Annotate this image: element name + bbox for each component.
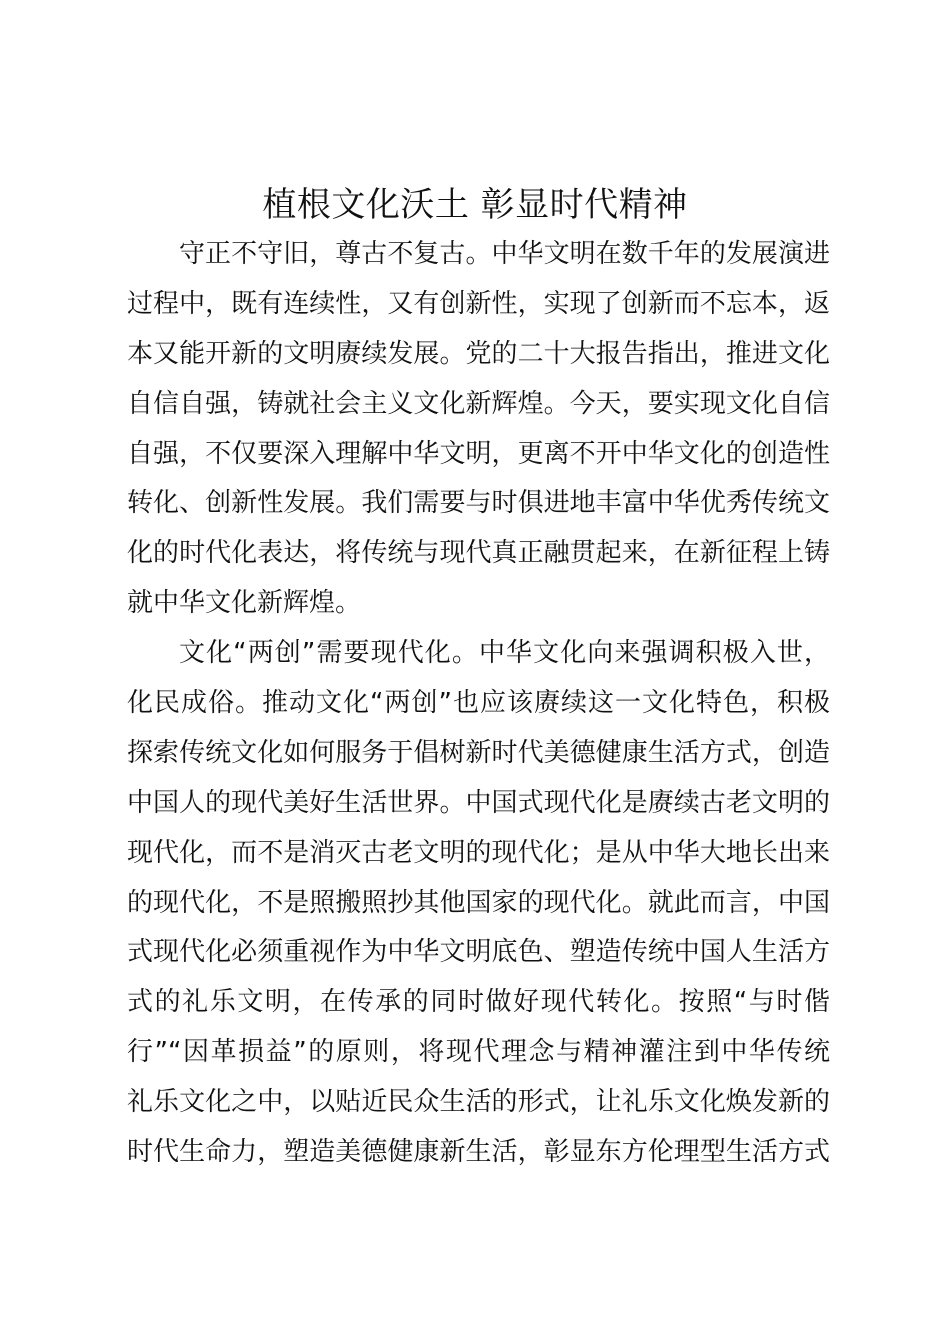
text-line: 化的时代化表达，将传统与现代真正融贯起来，在新征程上铸 <box>127 538 830 569</box>
text-line: 的现代化，不是照搬照抄其他国家的现代化。就此而言，中国 <box>127 887 830 918</box>
text-line: 式的礼乐文明，在传承的同时做好现代转化。按照“与时偕 <box>127 987 830 1018</box>
text-line: 探索传统文化如何服务于倡树新时代美德健康生活方式，创造 <box>127 737 830 768</box>
text-line: 文化“两创”需要现代化。中华文化向来强调积极入世， <box>179 638 830 669</box>
document-body <box>127 230 830 1178</box>
document-title: 植根文化沃土 彰显时代精神 <box>262 185 688 225</box>
text-line: 过程中，既有连续性，又有创新性，实现了创新而不忘本，返 <box>127 288 830 319</box>
text-line: 式现代化必须重视作为中华文明底色、塑造传统中国人生活方 <box>127 937 830 968</box>
paragraph-1 <box>127 230 830 629</box>
text-line: 中国人的现代美好生活世界。中国式现代化是赓续古老文明的 <box>127 787 830 818</box>
text-line: 化民成俗。推动文化“两创”也应该赓续这一文化特色，积极 <box>127 688 830 719</box>
text-line: 现代化，而不是消灭古老文明的现代化；是从中华大地长出来 <box>127 837 830 868</box>
text-line: 自强，不仅要深入理解中华文明，更离不开中华文化的创造性 <box>127 438 830 469</box>
text-line: 时代生命力，塑造美德健康新生活，彰显东方伦理型生活方式 <box>127 1137 830 1168</box>
text-line: 自信自强，铸就社会主义文化新辉煌。今天，要实现文化自信 <box>127 388 830 419</box>
text-line: 行”“因革损益”的原则，将现代理念与精神灌注到中华传统 <box>127 1037 830 1068</box>
text-line: 礼乐文化之中，以贴近民众生活的形式，让礼乐文化焕发新的 <box>127 1087 830 1118</box>
text-line: 转化、创新性发展。我们需要与时俱进地丰富中华优秀传统文 <box>127 488 830 519</box>
text-line: 守正不守旧，尊古不复古。中华文明在数千年的发展演进 <box>179 239 830 269</box>
paragraph-2 <box>127 629 830 1178</box>
text-line: 本又能开新的文明赓续发展。党的二十大报告指出，推进文化 <box>127 338 830 369</box>
text-line: 就中华文化新辉煌。 <box>127 588 362 619</box>
